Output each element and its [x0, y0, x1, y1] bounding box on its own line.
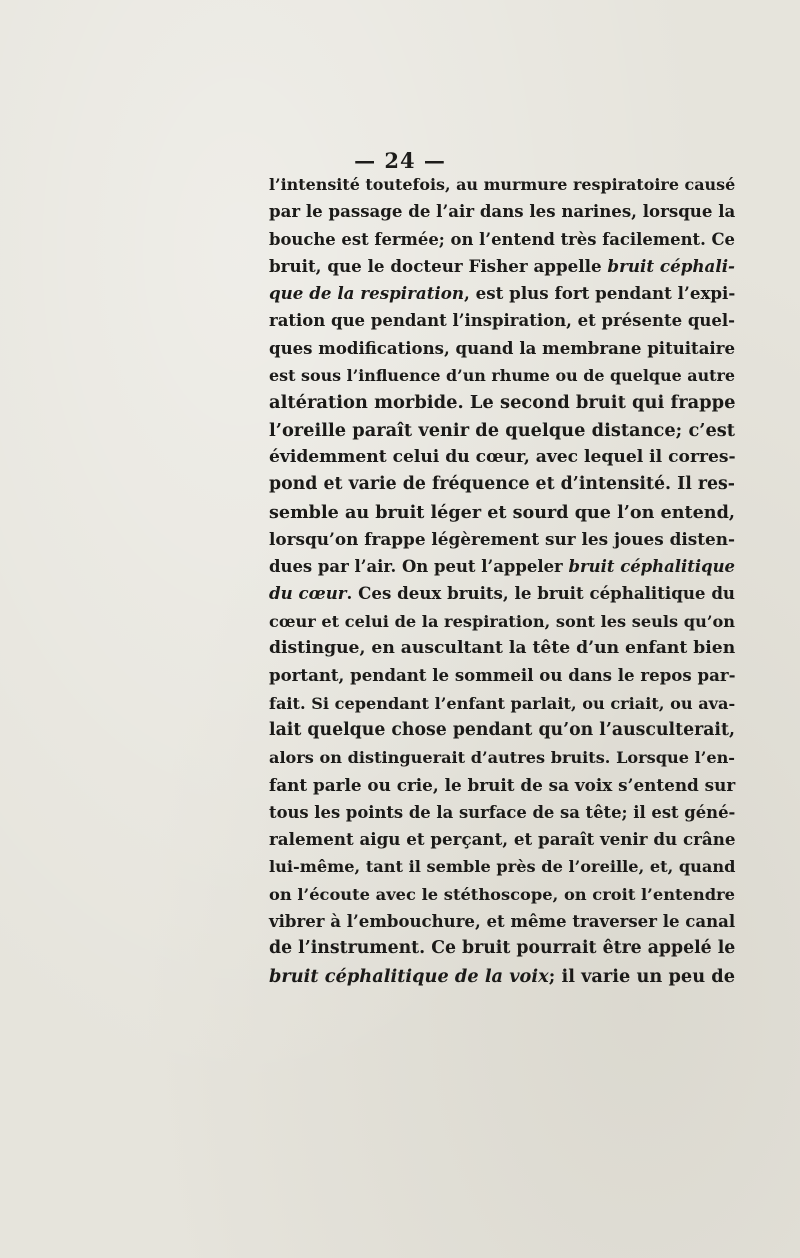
text-line	[269, 908, 735, 935]
text-run: pond et varie de fréquence et d’intensité. Il res-	[269, 474, 735, 495]
text-line	[269, 717, 735, 744]
text-line	[269, 444, 735, 471]
italic-phrase: que de la respiration	[269, 283, 465, 304]
text-run: lait quelque chose pendant qu’on l’ausculterait,	[269, 719, 735, 740]
text-run: alors on distinguerait d’autres bruits. Lorsque l’en-	[269, 748, 735, 768]
italic-phrase: bruit céphalitique	[568, 557, 735, 577]
text-run: dues par l’air. On peut l’appeler	[269, 557, 569, 577]
text-run: vibrer à l’embouchure, et même traverser le canal	[269, 911, 736, 932]
text-line	[269, 935, 735, 962]
text-line	[269, 662, 735, 689]
text-line	[269, 881, 735, 908]
text-line	[269, 526, 735, 553]
body-text	[269, 171, 735, 990]
text-line	[269, 553, 735, 580]
italic-phrase: bruit céphali-	[607, 255, 735, 276]
text-run: ration que pendant l’inspiration, et présente quel-	[269, 310, 735, 331]
text-run: par le passage de l’air dans les narines, lorsque la	[269, 201, 736, 222]
text-run: bruit, que le docteur Fisher appelle	[269, 255, 608, 276]
text-line	[269, 335, 735, 362]
text-line	[269, 307, 735, 334]
text-line	[269, 499, 735, 526]
text-run: distingue, en auscultant la tête d’un enfant bien	[269, 638, 736, 659]
italic-phrase: du cœur	[269, 583, 347, 604]
text-run: ; il varie un peu de	[548, 965, 735, 987]
text-line	[269, 963, 735, 990]
text-line	[269, 171, 735, 198]
text-run: semble au bruit léger et sourd que l’on entend,	[269, 501, 735, 523]
text-run: évidemment celui du cœur, avec lequel il corres-	[269, 446, 736, 467]
text-run: lorsqu’on frappe légèrement sur les joues disten-	[269, 528, 735, 549]
italic-phrase: bruit céphalitique de la voix	[269, 965, 549, 987]
text-run: l’oreille paraît venir de quelque distance; c’est	[269, 419, 735, 441]
text-run: on l’écoute avec le stéthoscope, on croit l’entendre	[269, 884, 735, 904]
text-line	[269, 198, 735, 225]
text-line	[269, 471, 735, 498]
text-line	[269, 389, 735, 416]
text-run: tous les points de la surface de sa tête; il est géné-	[269, 802, 736, 822]
text-run: bouche est fermée; on l’entend très facilement. Ce	[269, 229, 735, 249]
text-line	[269, 799, 735, 826]
text-line	[269, 744, 735, 771]
text-line	[269, 362, 735, 389]
text-run: ralement aigu et perçant, et paraît venir du crâne	[269, 829, 736, 850]
text-line	[269, 280, 735, 307]
text-line	[269, 635, 735, 662]
text-line	[269, 253, 735, 280]
text-run: . Ces deux bruits, le bruit céphalitique du	[346, 583, 736, 604]
text-run: l’intensité toutefois, au murmure respiratoire causé	[269, 175, 736, 194]
text-run: , est plus fort pendant l’expi-	[464, 283, 736, 304]
page-number: — 24 —	[354, 148, 446, 173]
text-run: altération morbide. Le second bruit qui frappe	[269, 392, 736, 414]
text-run: portant, pendant le sommeil ou dans le repos par-	[269, 665, 736, 686]
text-run: de l’instrument. Ce bruit pourrait être appelé le	[269, 938, 736, 959]
text-line	[269, 690, 735, 717]
text-line	[269, 226, 735, 253]
text-line	[269, 608, 735, 635]
text-run: fait. Si cependant l’enfant parlait, ou criait, ou ava-	[269, 693, 736, 713]
text-line	[269, 853, 735, 880]
text-line	[269, 772, 735, 799]
text-run: fant parle ou crie, le bruit de sa voix s’entend sur	[269, 774, 736, 795]
text-run: est sous l’influence d’un rhume ou de quelque autre	[269, 366, 735, 386]
text-line	[269, 580, 735, 607]
text-run: lui-même, tant il semble près de l’oreille, et, quand	[269, 857, 736, 877]
text-run: cœur et celui de la respiration, sont les seuls qu’on	[269, 611, 736, 631]
text-run: ques modifications, quand la membrane pituitaire	[269, 337, 735, 358]
text-line	[269, 417, 735, 444]
text-line	[269, 826, 735, 853]
